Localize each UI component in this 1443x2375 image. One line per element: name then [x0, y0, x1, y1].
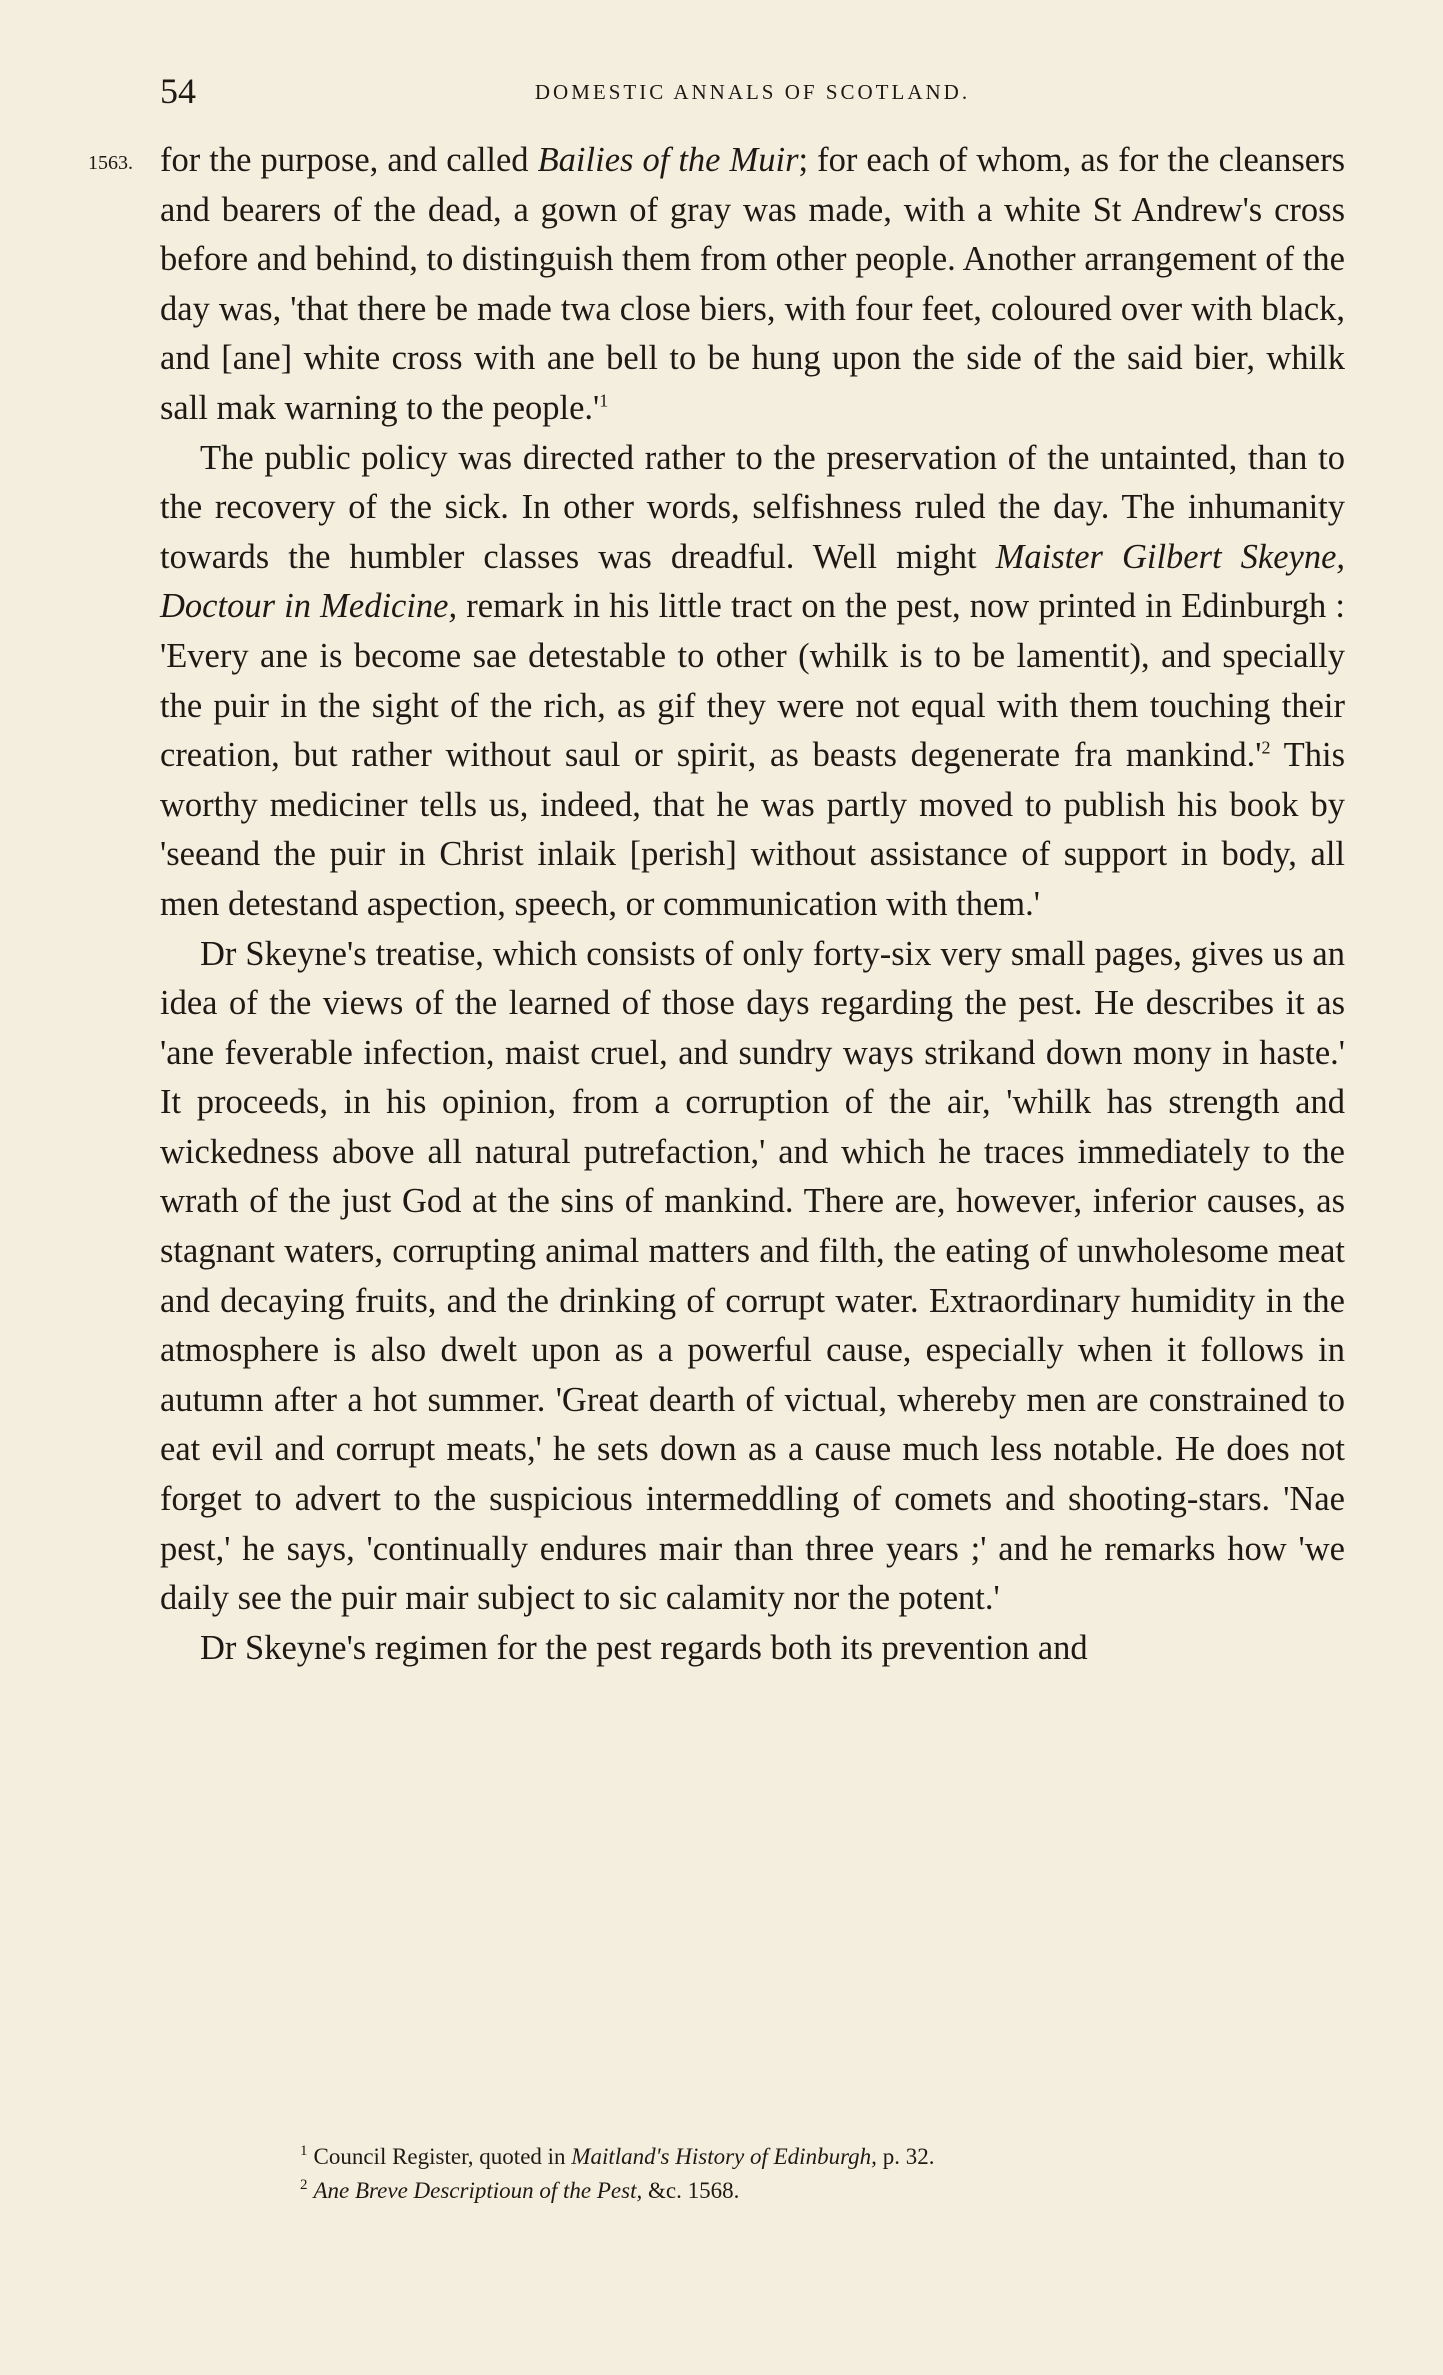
paragraph-3: Dr Skeyne's treatise, which consists of only forty-six very small pages, gives us an idea of the views of the learned of those days regarding the pest. He describes it as 'ane feverable infection, maist cruel, and sundry ways strikand down mony in haste.' It proceeds, in his opinion, from a corruption of the air, 'whilk has strength and wickedness above all natural putrefaction,' and which he traces immediately to the wrath of the just God at the sins of mankind. There are, however, inferior causes, as stagnant waters, corrupting animal matters and filth, the eating of unwholesome meat and decaying fruits, and the drinking of corrupt water. Extraordinary humidity in the atmosphere is also dwelt upon as a powerful cause, especially when it follows in autumn after a hot summer. 'Great dearth of victual, whereby men are constrained to eat evil and corrupt meats,' he sets down as a cause much less notable. He does not forget to advert to the suspicious intermeddling of comets and shooting-stars. 'Nae pest,' he says, 'continually endures mair than three years ;' and he remarks how 'we daily see the puir mair subject to sic calamity nor the potent.' — [160, 934, 1345, 1618]
paragraph-2-text-c: remark in his little tract on the pest, now printed in Edinburgh : 'Every ane is become sae detestable to other (whilk is to be lamentit), and specially the puir in the sight of the rich, as gif they were not equal with them touching their creation, but rather without saul or spirit, as beasts degenerate fra mankind.' — [160, 587, 1345, 775]
footnote-1-text-a: Council Register, quoted in — [313, 2144, 572, 2169]
footnote-1-text-c: p. 32. — [876, 2144, 935, 2169]
footnote-1-italic: Maitland's History of Edinburgh, — [571, 2144, 877, 2169]
footnote-1-mark: 1 — [300, 2143, 308, 2160]
paragraph-2-text-d: This worthy mediciner tells us, indeed, that he was partly moved to publish his book by 'seeand the puir in Christ inlaik [perish] without assistance of support in body, all men detestand aspection, speech, or communication with them.' — [160, 736, 1345, 923]
footnote-2-text-c: &c. 1568. — [642, 2178, 740, 2203]
footnote-ref-2: 2 — [1261, 737, 1271, 758]
paragraph-1-text-c: ; for each of whom, as for the cleansers and bearers of the dead, a gown of gray was made, with a white St Andrew's cross before and behind, to distinguish them from other people. Another arrangement of the day was, 'that there be made twa close biers, with four feet, coloured over with black, and [ane] white cross with ane bell to be hung upon the side of the said bier, whilk sall mak warning to the people.' — [160, 141, 1345, 427]
running-head — [160, 70, 1345, 120]
running-title: DOMESTIC ANNALS OF SCOTLAND. — [534, 80, 971, 104]
footnote-2-italic: Ane Breve Descriptioun of the Pest, — [313, 2178, 643, 2203]
footnote-2 — [300, 2174, 1345, 2208]
paragraph-2 — [160, 434, 1345, 930]
footnote-ref-1: 1 — [599, 390, 609, 411]
footnotes — [300, 2140, 1345, 2208]
paragraph-2-italic: Maister Gilbert Skeyne, Doctour in Medicine, — [160, 537, 1346, 626]
body-text — [160, 136, 1345, 1673]
paragraph-1 — [160, 136, 1345, 434]
paragraph-2-text-a: The public policy was directed rather to the preservation of the untainted, than to the recovery of the sick. In other words, selfishness ruled the day. The inhumanity towards the humbler classes was dreadful. Well might — [160, 438, 1345, 576]
page-number: 54 — [160, 71, 196, 111]
footnote-1 — [300, 2140, 1345, 2174]
paragraph-1-text-a: for the purpose, and called — [160, 141, 538, 179]
footnote-2-mark: 2 — [300, 2177, 308, 2194]
paragraph-4: Dr Skeyne's regimen for the pest regards both its prevention and — [200, 1628, 1088, 1667]
paragraph-1-italic: Bailies of the Muir — [537, 141, 799, 179]
margin-year: 1563. — [88, 152, 133, 174]
